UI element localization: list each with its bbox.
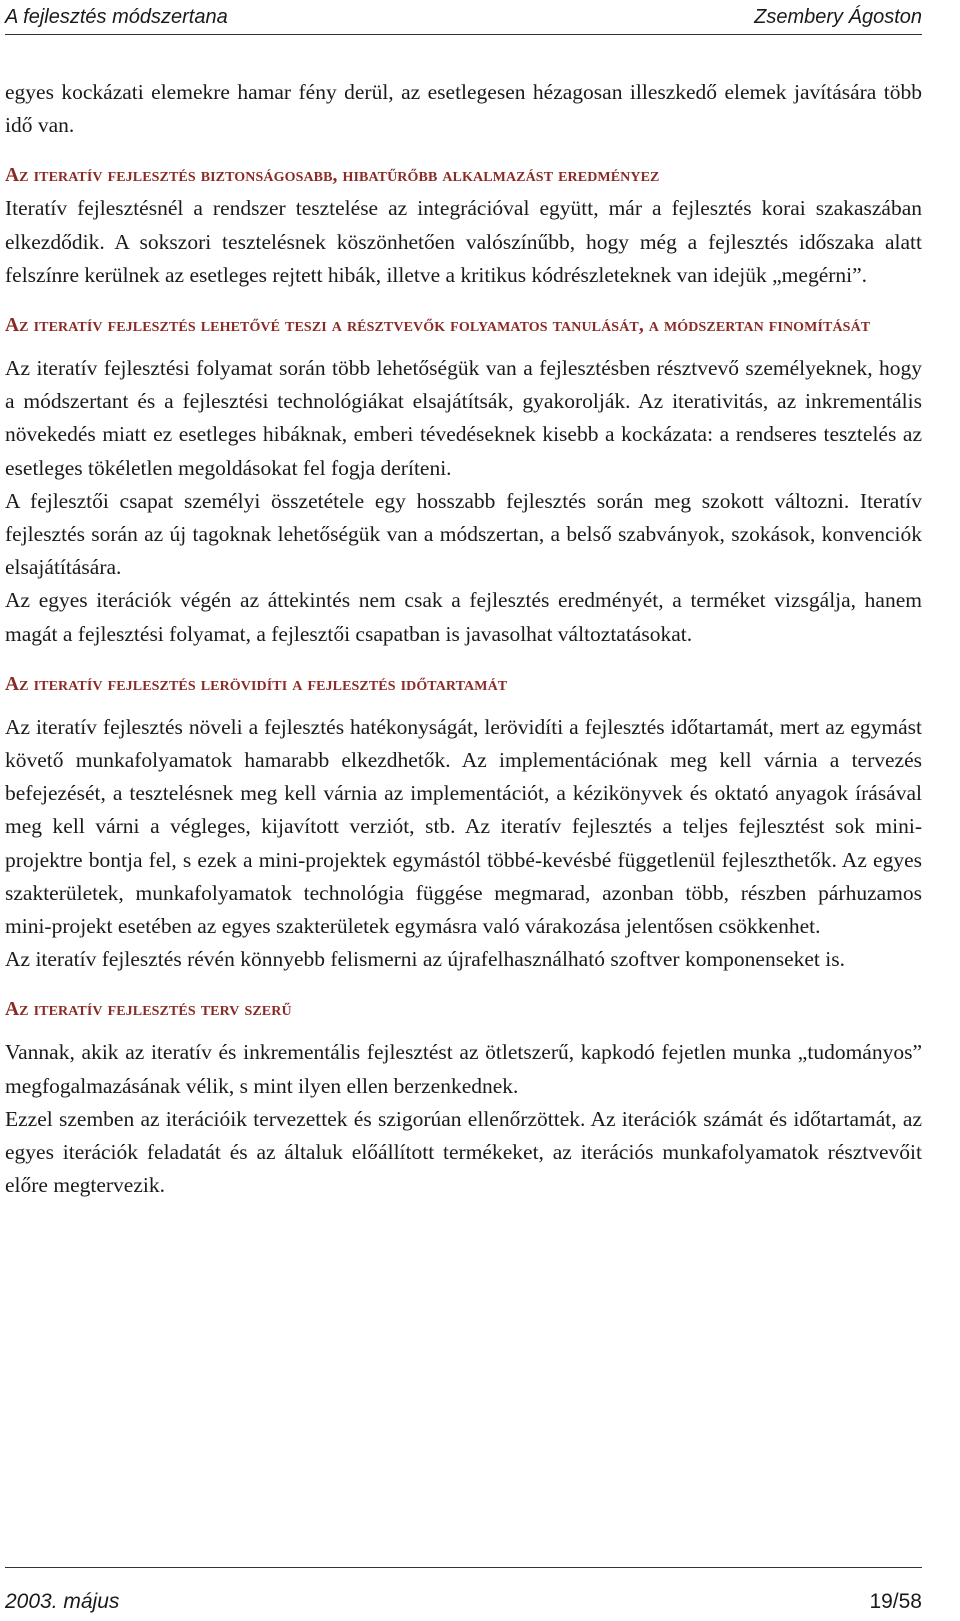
paragraph: egyes kockázati elemekre hamar fény derül, az esetlegesen hézagosan illeszkedő elemek javítására több idő van. [5,80,922,138]
paragraph: A fejlesztői csapat személyi összetétele egy hosszabb fejlesztés során meg szokott változni. Iteratív fejlesztés során az új tagoknak lehetőségük van a módszertan, a belső szabványok, szokások, konvenciók elsajátítására. [5,488,922,580]
section-heading: Az iteratív fejlesztés terv szerű [5,999,292,1021]
page-footer [5,1587,922,1617]
page-number: 19/58 [869,1590,922,1613]
paragraph: Vannak, akik az iteratív és inkrementális fejlesztést az ötletszerű, kapkodó fejetlen munka „tudományos” megfogalmazásának vélik, s mint ilyen ellen berzenkednek. [5,1040,922,1098]
footer-date: 2003. május [5,1590,120,1613]
header-title: A fejlesztés módszertana [5,5,228,28]
paragraph: Az iteratív fejlesztés növeli a fejlesztés hatékonyságát, lerövidíti a fejlesztés időtartamát, mert az egymást követő munkafolyamatok hamarabb elkezdhetők. Az implementációnak meg kell várnia a tervezés befejezését, a tesztelésnek meg kell várnia az implementációt, a kézikönyvek és oktató anyagok írásával meg kell várni a végleges, kijavított verziót, stb. Az iteratív fejlesztés a teljes fejlesztést sok mini-projektre bontja fel, s ezek a mini-projektek egymástól többé-kevésbé függetlenül fejleszthetők. Az egyes szakterületek, munkafolyamatok technológia függése megmarad, azonban több, részben párhuzamos mini-projekt esetében az egyes szakterületek egymásra való várakozása jelentősen csökkenhet. [5,714,922,939]
section-heading: Az iteratív fejlesztés biztonságosabb, hibatűrőbb alkalmazást eredményez [5,165,660,187]
document-body [5,76,922,1202]
footer-divider [5,1567,922,1568]
header-author: Zsembery Ágoston [754,5,922,28]
page-header [5,0,922,35]
paragraph: Az iteratív fejlesztés révén könnyebb felismerni az újrafelhasználható szoftver komponenseket is. [5,947,845,972]
paragraph: Ezzel szemben az iterációik tervezettek és szigorúan ellenőrzöttek. Az iterációk számát és időtartamát, az egyes iterációk feladatát és az általuk előállított termékeket, az iterációs munkafolyamatok résztvevőit előre megtervezik. [5,1106,922,1198]
paragraph: Az egyes iterációk végén az áttekintés nem csak a fejlesztés eredményét, a terméket vizsgálja, hanem magát a fejlesztési folyamat, a fejlesztői csapatban is javasolhat változtatásokat. [5,588,922,646]
section-heading: Az iteratív fejlesztés lerövidíti a fejlesztés időtartamát [5,673,508,695]
paragraph: Az iteratív fejlesztési folyamat során több lehetőségük van a fejlesztésben résztvevő személyeknek, hogy a módszertant és a fejlesztési technológiákat elsajátítsák, gyakorolják. Az iterativitás, az inkrementális növekedés miatt ez esetleges hibáknak, emberi tévedéseknek kisebb a kockázata: a rendseres tesztelés az esetleges tökéletlen megoldásokat fel fogja deríteni. [5,356,922,480]
section-heading: Az iteratív fejlesztés lehetővé teszi a résztvevők folyamatos tanulását, a módszertan finomítását [5,315,871,337]
paragraph: Iteratív fejlesztésnél a rendszer tesztelése az integrációval együtt, már a fejlesztés korai szakaszában elkezdődik. A sokszori tesztelésnek köszönhetően valószínűbb, hogy még a fejlesztés időszaka alatt felszínre kerülnek az esetleges rejtett hibák, illetve a kritikus kódrészleteknek van idejük „megérni”. [5,196,922,287]
